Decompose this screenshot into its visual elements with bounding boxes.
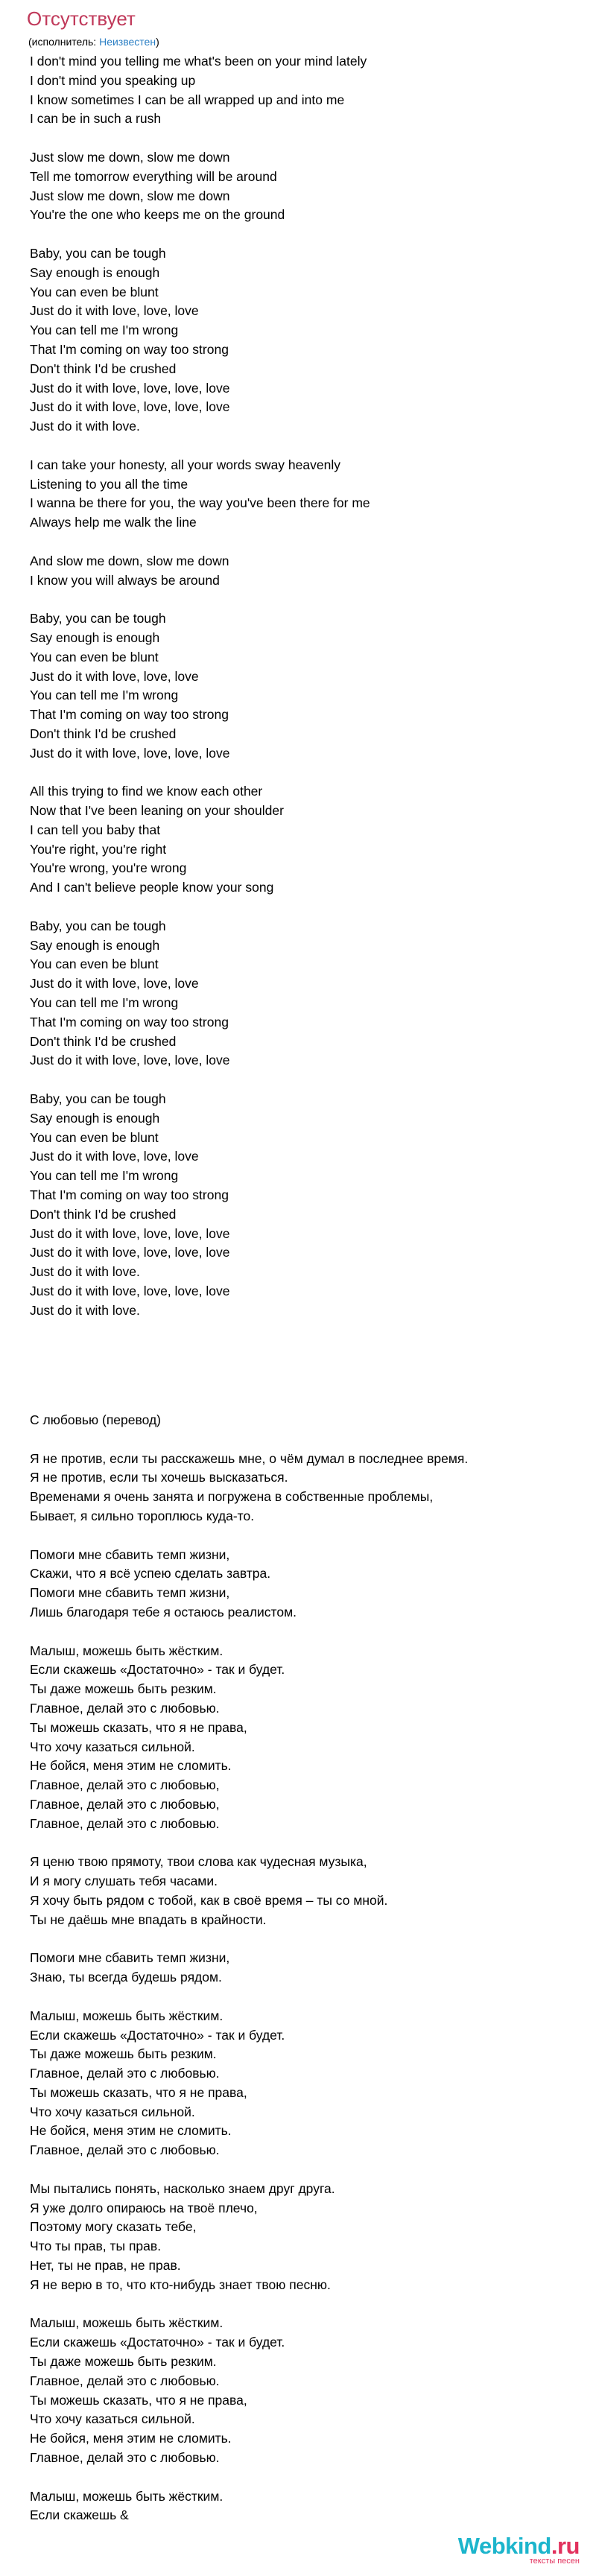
translation-line: Не бойся, меня этим не сломить. <box>30 2123 232 2139</box>
blank-line <box>30 1070 566 1090</box>
lyric-line: Just do it with love. <box>30 419 140 434</box>
lyric-line: You're wrong, you're wrong <box>30 860 187 876</box>
lyric-line: Baby, you can be tough <box>30 245 166 261</box>
lyric-line: Just do it with love, love, love, love <box>30 1053 230 1068</box>
lyric-line: I don't mind you speaking up <box>30 72 196 88</box>
blank-line <box>30 129 566 148</box>
translation-line: Ты даже можешь быть резким. <box>30 2354 217 2370</box>
translation-line: Нет, ты не прав, не прав. <box>30 2258 181 2274</box>
lyric-line: And I can't believe people know your song <box>30 880 274 895</box>
lyric-line: Don't think I'd be crushed <box>30 1206 177 1222</box>
lyric-line: That I'm coming on way too strong <box>30 707 229 723</box>
lyric-line: Don't think I'd be crushed <box>30 726 177 741</box>
lyric-line: You can tell me I'm wrong <box>30 323 179 338</box>
lyric-line: Just do it with love, love, love <box>30 976 199 992</box>
blank-line <box>30 763 566 782</box>
lyric-line: Say enough is enough <box>30 937 160 953</box>
translation-line: Если скажешь «Достаточно» - так и будет. <box>30 1662 285 1678</box>
translation-line: Что хочу казаться сильной. <box>30 2104 195 2119</box>
lyric-line: That I'm coming on way too strong <box>30 1014 229 1030</box>
translation-line: С любовью (перевод) <box>30 1412 161 1427</box>
translation-line: Малыш, можешь быть жёстким. <box>30 2315 224 2331</box>
translation-line: Я не против, если ты расскажешь мне, о чём думал в последнее время. <box>30 1450 469 1466</box>
blank-line <box>30 1930 566 1950</box>
translation-block <box>30 1411 566 2525</box>
blank-line <box>30 1987 566 2007</box>
blank-line <box>30 2295 566 2315</box>
lyric-line: I know sometimes I can be all wrapped up and into me <box>30 92 345 107</box>
lyric-line: That I'm coming on way too strong <box>30 1187 229 1203</box>
translation-line: Главное, делай это с любовью. <box>30 2142 220 2158</box>
lyric-line: I can tell you baby that <box>30 822 161 837</box>
lyric-line: Just do it with love, love, love, love <box>30 399 230 415</box>
translation-line: Главное, делай это с любовью. <box>30 2450 220 2466</box>
lyric-line: Say enough is enough <box>30 264 160 280</box>
lyric-line: You can tell me I'm wrong <box>30 995 179 1011</box>
lyric-line: I know you will always be around <box>30 572 220 588</box>
lyric-line: Listening to you all the time <box>30 476 188 492</box>
translation-line: Если скажешь & <box>30 2507 129 2523</box>
translation-line: Ты даже можешь быть резким. <box>30 1681 217 1697</box>
artist-link[interactable]: Неизвестен <box>99 36 156 48</box>
lyric-line: You can tell me I'm wrong <box>30 1168 179 1184</box>
translation-line: Я не верю в то, что кто-нибудь знает твою песню. <box>30 2277 331 2292</box>
translation-line: Что хочу казаться сильной. <box>30 2411 195 2427</box>
lyric-line: You can even be blunt <box>30 649 159 664</box>
translation-line: Малыш, можешь быть жёстким. <box>30 2488 224 2504</box>
lyric-line: Just do it with love, love, love <box>30 668 199 684</box>
translation-line: Ты можешь сказать, что я не права, <box>30 2084 247 2100</box>
translation-line: Главное, делай это с любовью. <box>30 1700 220 1716</box>
lyric-line: Just do it with love, love, love, love <box>30 1225 230 1241</box>
lyric-line: Just do it with love. <box>30 1264 140 1280</box>
logo-tld-text: .ru <box>551 2533 580 2559</box>
translation-line: Главное, делай это с любовью, <box>30 1796 220 1812</box>
blank-line <box>30 2160 566 2180</box>
translation-line: Что хочу казаться сильной. <box>30 1739 195 1754</box>
lyric-line: And slow me down, slow me down <box>30 553 229 568</box>
lyric-line: You can even be blunt <box>30 1129 159 1145</box>
logo-brand-text: Webkind <box>457 2533 551 2559</box>
translation-line: Ты можешь сказать, что я не права, <box>30 1719 247 1735</box>
translation-line: Скажи, что я всё успею сделать завтра. <box>30 1566 271 1582</box>
blank-line <box>30 1526 566 1546</box>
lyric-line: Don't think I'd be crushed <box>30 361 177 376</box>
translation-line: Я не против, если ты хочешь высказаться. <box>30 1470 288 1485</box>
blank-line <box>30 225 566 244</box>
lyric-line: Always help me walk the line <box>30 515 197 530</box>
translation-line: Временами я очень занята и погружена в собственные проблемы, <box>30 1489 434 1505</box>
lyric-line: You can even be blunt <box>30 284 159 299</box>
blank-line <box>30 1430 566 1450</box>
blank-line <box>30 590 566 609</box>
blank-line <box>30 533 566 552</box>
translation-line: Ты даже можешь быть резким. <box>30 2046 217 2062</box>
translation-line: Главное, делай это с любовью, <box>30 1777 220 1793</box>
translation-line: Не бойся, меня этим не сломить. <box>30 2431 232 2446</box>
lyrics-block <box>30 52 566 1321</box>
translation-line: Ты можешь сказать, что я не права, <box>30 2392 247 2408</box>
lyric-line: I can take your honesty, all your words sway heavenly <box>30 457 340 472</box>
lyric-line: All this trying to find we know each other <box>30 784 263 799</box>
lyric-line: Just do it with love, love, love, love <box>30 380 230 396</box>
logo-tagline: тексты песен <box>529 2557 580 2566</box>
translation-line: Главное, делай это с любовью. <box>30 1815 220 1831</box>
lyric-line: You're right, you're right <box>30 841 167 857</box>
artist-suffix: ) <box>156 36 159 48</box>
translation-line: Поэтому могу сказать тебе, <box>30 2219 197 2235</box>
translation-line: Мы пытались понять, насколько знаем друг друга. <box>30 2180 335 2196</box>
lyric-line: Just slow me down, slow me down <box>30 149 230 165</box>
lyric-line: Don't think I'd be crushed <box>30 1033 177 1049</box>
translation-line: Я ценю твою прямоту, твои слова как чудесная музыка, <box>30 1854 367 1870</box>
translation-line: Я хочу быть рядом с тобой, как в своё время – ты со мной. <box>30 1892 388 1908</box>
lyric-line: Just do it with love, love, love <box>30 1149 199 1164</box>
translation-line: Помоги мне сбавить темп жизни, <box>30 1585 230 1601</box>
song-title: Отсутствует <box>27 7 136 30</box>
translation-line: Главное, делай это с любовью. <box>30 2373 220 2388</box>
translation-line: Главное, делай это с любовью. <box>30 2066 220 2081</box>
blank-line <box>30 1622 566 1642</box>
translation-line: Если скажешь «Достаточно» - так и будет. <box>30 2027 285 2043</box>
lyric-line: You can even be blunt <box>30 957 159 972</box>
translation-line: Что ты прав, ты прав. <box>30 2239 162 2254</box>
translation-line: Лишь благодаря тебе я остаюсь реалистом. <box>30 1604 297 1619</box>
lyric-line: Now that I've been leaning on your shoulder <box>30 803 284 819</box>
lyric-line: Baby, you can be tough <box>30 1091 166 1107</box>
site-logo[interactable] <box>458 2533 580 2560</box>
translation-line: Я уже долго опираюсь на твоё плечо, <box>30 2200 258 2215</box>
lyric-line: Just slow me down, slow me down <box>30 188 230 203</box>
lyric-line: Baby, you can be tough <box>30 918 166 933</box>
lyric-line: That I'm coming on way too strong <box>30 341 229 357</box>
translation-line: Знаю, ты всегда будешь рядом. <box>30 1970 222 1985</box>
translation-line: Помоги мне сбавить темп жизни, <box>30 1950 230 1966</box>
translation-line: Ты не даёшь мне впадать в крайности. <box>30 1912 267 1927</box>
blank-line <box>30 1834 566 1853</box>
lyric-line: Just do it with love, love, love, love <box>30 1284 230 1298</box>
blank-line <box>30 2468 566 2487</box>
blank-line <box>30 898 566 917</box>
lyric-line: Baby, you can be tough <box>30 611 166 626</box>
site-watermark[interactable] <box>458 2533 580 2566</box>
translation-line: Малыш, можешь быть жёстким. <box>30 2008 224 2023</box>
translation-line: Бывает, я сильно тороплюсь куда-то. <box>30 1508 255 1523</box>
lyric-line: Tell me tomorrow everything will be around <box>30 168 277 184</box>
lyric-line: You're the one who keeps me on the ground <box>30 207 285 223</box>
translation-line: Помоги мне сбавить темп жизни, <box>30 1546 230 1562</box>
translation-line: И я могу слушать тебя часами. <box>30 1874 218 1889</box>
artist-line <box>28 36 159 48</box>
lyric-line: I can be in such a rush <box>30 111 162 127</box>
lyric-line: You can tell me I'm wrong <box>30 688 179 703</box>
translation-line: Если скажешь «Достаточно» - так и будет. <box>30 2335 285 2350</box>
translation-line: Не бойся, меня этим не сломить. <box>30 1758 232 1774</box>
translation-line: Малыш, можешь быть жёстким. <box>30 1643 224 1658</box>
lyric-line: I wanna be there for you, the way you've been there for me <box>30 495 370 511</box>
lyric-line: Just do it with love, love, love, love <box>30 745 230 761</box>
lyric-line: Just do it with love, love, love, love <box>30 1245 230 1260</box>
lyric-line: Just do it with love. <box>30 1302 140 1318</box>
lyric-line: Just do it with love, love, love <box>30 303 199 319</box>
blank-line <box>30 437 566 456</box>
lyric-line: Say enough is enough <box>30 629 160 645</box>
lyric-line: Say enough is enough <box>30 1110 160 1126</box>
lyric-line: I don't mind you telling me what's been on your mind lately <box>30 54 367 69</box>
artist-prefix: (исполнитель: <box>28 36 100 48</box>
